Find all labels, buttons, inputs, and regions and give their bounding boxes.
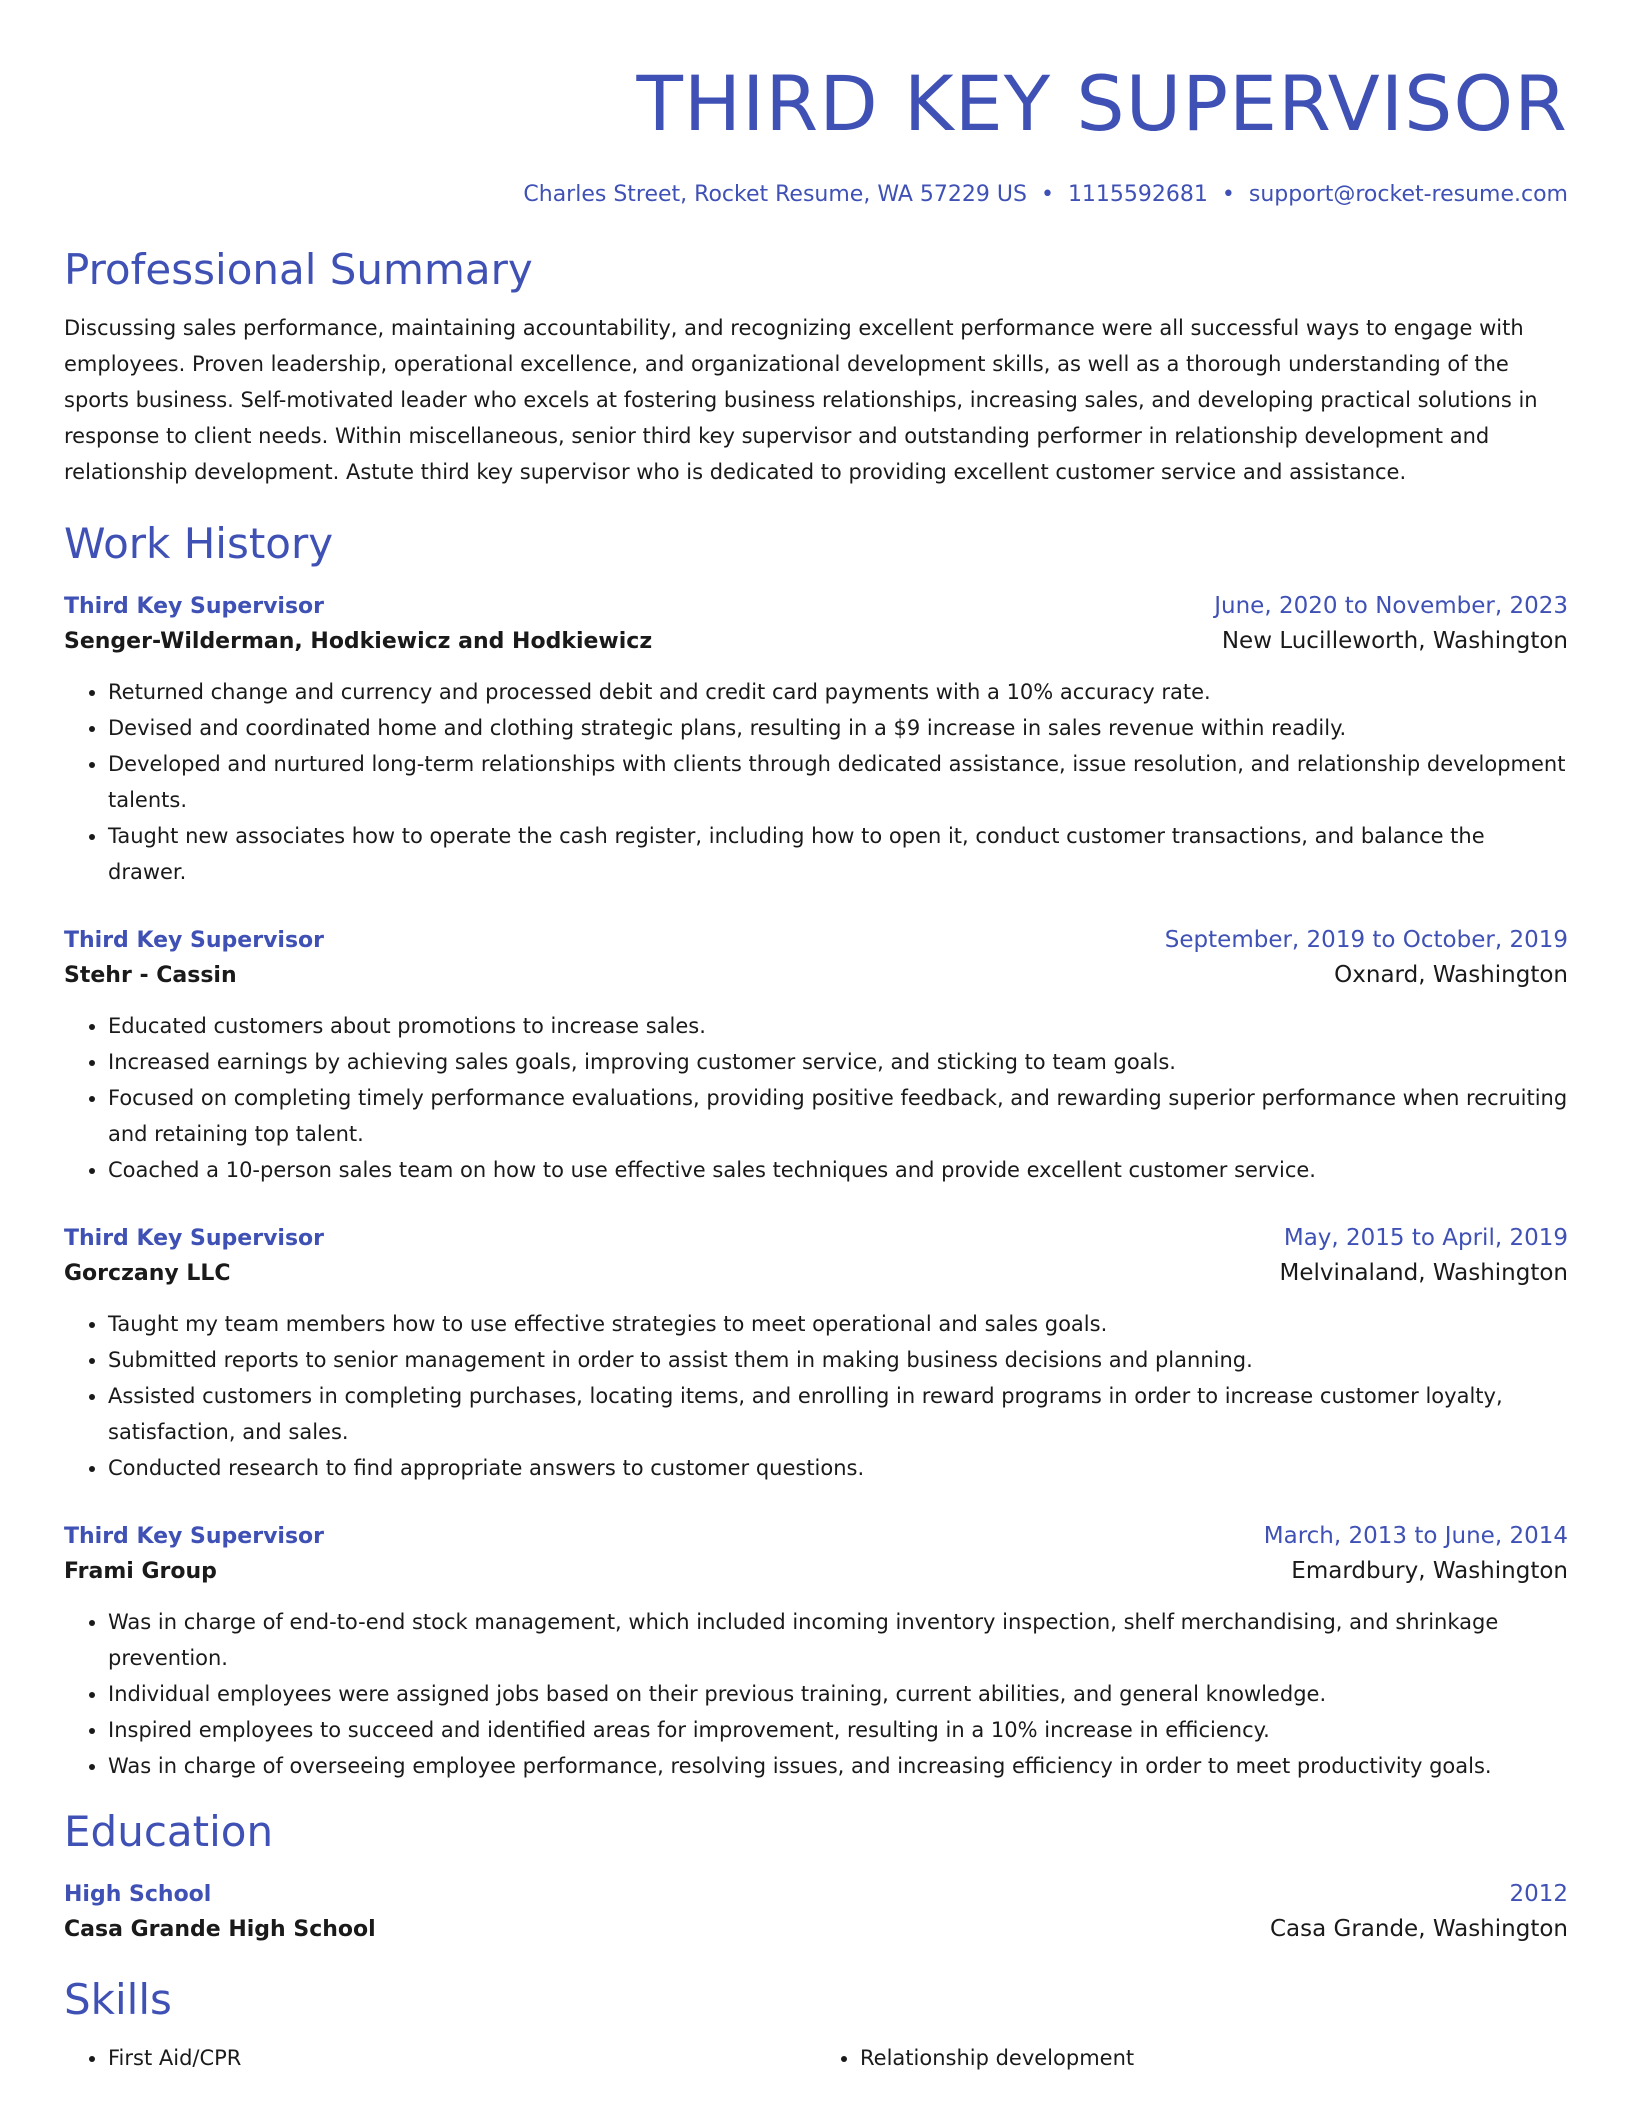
job-title: Third Key Supervisor: [64, 1524, 325, 1549]
job-bullets: [64, 1306, 1568, 1486]
job-bullet: • Taught my team members how to use effective strategies to meet operational and sales goals.: [108, 1306, 1568, 1342]
job-bullet: • Increased earnings by achieving sales goals, improving customer service, and sticking to team goals.: [108, 1044, 1568, 1080]
job-header-row: [64, 924, 1568, 957]
education-school: Casa Grande High School: [64, 1917, 376, 1942]
job-bullet: • Submitted reports to senior management in order to assist them in making business decisions and planning.: [108, 1342, 1568, 1378]
job-header-row: [64, 590, 1568, 623]
work-history-section: [64, 518, 1568, 1784]
contact-email: support@rocket-resume.com: [1248, 182, 1568, 207]
job-bullet: • Individual employees were assigned jobs based on their previous training, current abilities, and general knowledge.: [108, 1676, 1568, 1712]
job-bullets: [64, 1008, 1568, 1188]
education-entry: [64, 1878, 1568, 1948]
job-company: Senger-Wilderman, Hodkiewicz and Hodkiewicz: [64, 629, 653, 654]
job-bullet: • Was in charge of overseeing employee performance, resolving issues, and increasing efficiency in order to meet productivity goals.: [108, 1748, 1568, 1784]
contact-separator: •: [1221, 182, 1235, 207]
job-title: Third Key Supervisor: [64, 1226, 325, 1251]
resume-header: [64, 56, 1568, 210]
job-location: Oxnard, Washington: [1334, 962, 1568, 988]
job-bullet: • Focused on completing timely performance evaluations, providing positive feedback, and rewarding superior performance when recruiting and retaining top talent.: [108, 1080, 1568, 1152]
job-company-row: [64, 1255, 1568, 1292]
job-entry: [64, 590, 1568, 890]
summary-text: Discussing sales performance, maintaining accountability, and recognizing excellent performance were all successful ways to engage with employees. Proven leadership, operational excellence, and organizational development skills, as well as a thorough understanding of the sports business. Self-motivated leader who excels at fostering business relationships, increasing sales, and developing practical solutions in response to client needs. Within miscellaneous, senior third key supervisor and outstanding performer in relationship development and relationship development. Astute third key supervisor who is dedicated to providing excellent customer service and assistance.: [64, 316, 1538, 484]
job-location: Melvinaland, Washington: [1279, 1260, 1568, 1286]
job-bullet: • Inspired employees to succeed and identified areas for improvement, resulting in a 10% increase in efficiency.: [108, 1712, 1568, 1748]
job-bullet: • Educated customers about promotions to increase sales.: [108, 1008, 1568, 1044]
education-header-row: [64, 1878, 1568, 1911]
job-entry: [64, 924, 1568, 1188]
section-title-work-history: Work History: [64, 519, 334, 568]
job-dates: June, 2020 to November, 2023: [1214, 593, 1568, 619]
section-title-skills: Skills: [64, 1975, 172, 2024]
job-dates: May, 2015 to April, 2019: [1283, 1225, 1568, 1251]
education-location: Casa Grande, Washington: [1269, 1916, 1568, 1942]
job-entry: [64, 1222, 1568, 1486]
job-title: Third Key Supervisor: [64, 928, 325, 953]
job-bullet: • Returned change and currency and processed debit and credit card payments with a 10% accuracy rate.: [108, 674, 1568, 710]
job-header-row: [64, 1222, 1568, 1255]
contact-phone: 1115592681: [1067, 182, 1208, 207]
job-title: Third Key Supervisor: [64, 594, 325, 619]
skill-item: • First Aid/CPR: [108, 2040, 816, 2076]
job-bullet: • Conducted research to find appropriate answers to customer questions.: [108, 1450, 1568, 1486]
job-company-row: [64, 623, 1568, 660]
skills-section: [64, 1974, 1568, 2076]
education-degree: High School: [64, 1882, 212, 1907]
job-company: Frami Group: [64, 1559, 217, 1584]
contact-separator: •: [1040, 182, 1054, 207]
job-company-row: [64, 957, 1568, 994]
contact-address: Charles Street, Rocket Resume, WA 57229 US: [523, 182, 1027, 207]
job-bullet: • Coached a 10-person sales team on how to use effective sales techniques and provide excellent customer service.: [108, 1152, 1568, 1188]
job-bullet: • Developed and nurtured long-term relationships with clients through dedicated assistance, issue resolution, and relationship development talents.: [108, 746, 1568, 818]
contact-line: [64, 180, 1568, 210]
education-school-row: [64, 1911, 1568, 1948]
job-bullets: [64, 674, 1568, 890]
education-year: 2012: [1509, 1881, 1568, 1907]
section-title-summary: Professional Summary: [64, 245, 533, 294]
skills-column-left: [64, 2040, 816, 2076]
skill-item: • Relationship development: [860, 2040, 1568, 2076]
job-bullet: • Was in charge of end-to-end stock management, which included incoming inventory inspection, shelf merchandising, and shrinkage prevention.: [108, 1604, 1568, 1676]
summary-section: [64, 244, 1568, 490]
job-dates: March, 2013 to June, 2014: [1263, 1523, 1568, 1549]
job-entry: [64, 1520, 1568, 1784]
job-header-row: [64, 1520, 1568, 1553]
section-title-education: Education: [64, 1807, 274, 1856]
job-bullet: • Taught new associates how to operate the cash register, including how to open it, conduct customer transactions, and balance the drawer.: [108, 818, 1568, 890]
job-bullets: [64, 1604, 1568, 1784]
job-company: Stehr - Cassin: [64, 963, 237, 988]
job-dates: September, 2019 to October, 2019: [1164, 927, 1568, 953]
education-section: [64, 1806, 1568, 1948]
job-company: Gorczany LLC: [64, 1261, 231, 1286]
job-bullet: • Devised and coordinated home and clothing strategic plans, resulting in a $9 increase in sales revenue within readily.: [108, 710, 1568, 746]
skills-column-right: [816, 2040, 1568, 2076]
job-bullet: • Assisted customers in completing purchases, locating items, and enrolling in reward programs in order to increase customer loyalty, satisfaction, and sales.: [108, 1378, 1568, 1450]
job-location: New Lucilleworth, Washington: [1221, 628, 1568, 654]
skills-grid: [64, 2040, 1568, 2076]
job-company-row: [64, 1553, 1568, 1590]
candidate-name: THIRD KEY SUPERVISOR: [636, 59, 1568, 148]
job-location: Emardbury, Washington: [1291, 1558, 1568, 1584]
